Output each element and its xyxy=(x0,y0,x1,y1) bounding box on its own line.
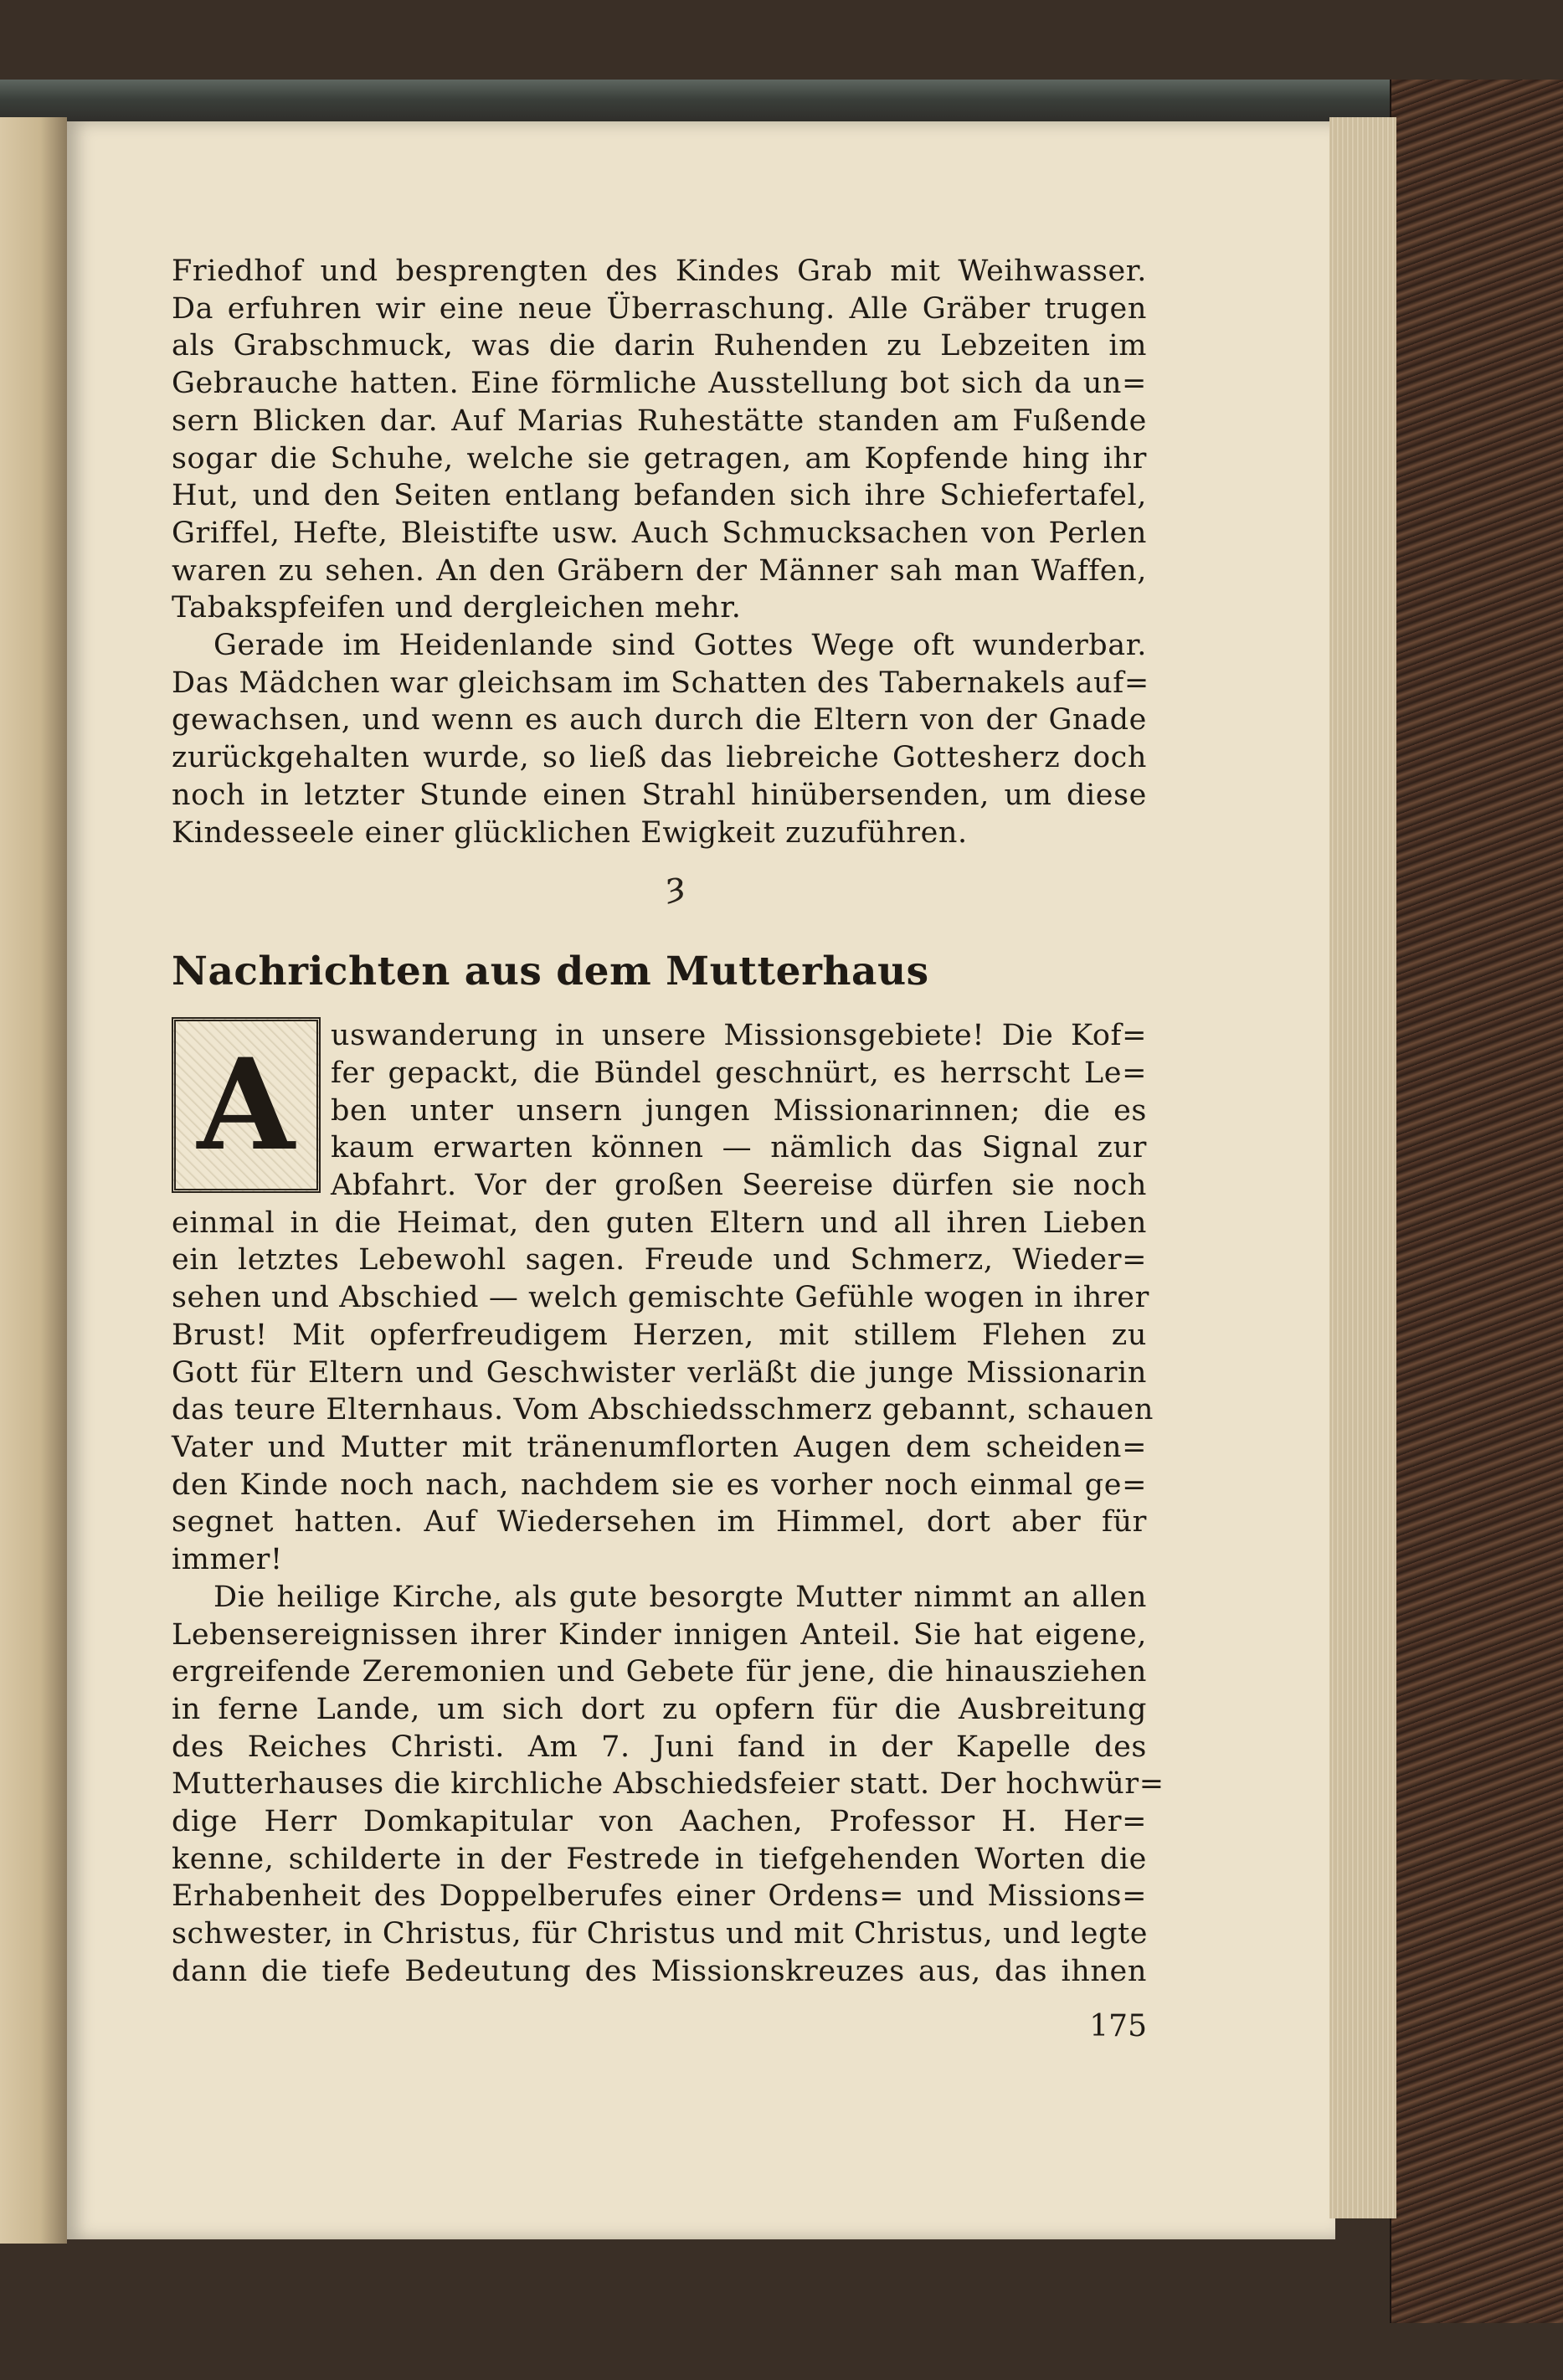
text-line: den Kinde noch nach, nachdem sie es vorher noch einmal ge= xyxy=(172,1468,1147,1502)
text-line: zurückgehalten wurde, so ließ das liebreiche Gottesherz doch xyxy=(172,741,1147,775)
page-edges xyxy=(1329,117,1396,2218)
text-line: waren zu sehen. An den Gräbern der Männer sah man Waffen, xyxy=(172,553,1147,588)
text-line: sehen und Abschied — welch gemischte Gefühle wogen in ihrer xyxy=(172,1281,1149,1315)
page-number: 175 xyxy=(1089,2009,1147,2043)
text-line: Gott für Eltern und Geschwister verläßt die junge Missionarin xyxy=(172,1355,1147,1390)
text-line: sern Blicken dar. Auf Marias Ruhestätte standen am Fußende xyxy=(172,404,1147,438)
drop-cap-initial xyxy=(172,1017,321,1193)
paragraph-2 xyxy=(172,627,1147,851)
text-line: Mutterhauses die kirchliche Abschiedsfeier statt. Der hochwür= xyxy=(172,1767,1165,1802)
text-line: Hut, und den Seiten entlang befanden sich ihre Schiefertafel, xyxy=(172,479,1147,513)
text-line: ben unter unsern jungen Missionarinnen; die es xyxy=(331,1093,1147,1128)
text-line: Da erfuhren wir eine neue Überraschung. Alle Gräber trugen xyxy=(172,291,1147,326)
text-line: Abfahrt. Vor der großen Seereise dürfen sie noch xyxy=(331,1169,1147,1203)
text-line: Tabakspfeifen und dergleichen mehr. xyxy=(172,591,742,625)
text-line: Brust! Mit opferfreudigem Herzen, mit stillem Flehen zu xyxy=(172,1318,1147,1352)
paragraph-1 xyxy=(172,253,1147,627)
previous-page-edge xyxy=(0,117,67,2244)
text-line: Das Mädchen war gleichsam im Schatten des Tabernakels auf= xyxy=(172,666,1149,700)
paragraph-3 xyxy=(172,1017,1154,1579)
text-line: Friedhof und besprengten des Kindes Grab mit Weihwasser. xyxy=(172,254,1147,288)
text-line: Gerade im Heidenlande sind Gottes Wege oft wunderbar. xyxy=(213,629,1147,663)
text-line: fer gepackt, die Bündel geschnürt, es herrscht Le= xyxy=(331,1056,1147,1090)
text-line: noch in letzter Stunde einen Strahl hinübersenden, um diese xyxy=(172,778,1147,812)
text-line: schwester, in Christus, für Christus und mit Christus, und legte xyxy=(172,1917,1149,1951)
text-line: segnet hatten. Auf Wiedersehen im Himmel, dort aber für xyxy=(172,1505,1147,1540)
book-cover-edge xyxy=(1390,80,1563,2323)
text-line: Griffel, Hefte, Bleistifte usw. Auch Schmucksachen von Perlen xyxy=(172,516,1147,550)
paragraph-4 xyxy=(172,1579,1165,1991)
text-line: Kindesseele einer glücklichen Ewigkeit zuzuführen. xyxy=(172,815,968,850)
text-line: Die heilige Kirche, als gute besorgte Mutter nimmt an allen xyxy=(213,1580,1147,1614)
text-line: Gebrauche hatten. Eine förmliche Ausstellung bot sich da un= xyxy=(172,367,1147,401)
text-line: einmal in die Heimat, den guten Eltern und all ihren Lieben xyxy=(172,1205,1147,1240)
text-line: sogar die Schuhe, welche sie getragen, am Kopfende hing ihr xyxy=(172,441,1147,475)
text-line: in ferne Lande, um sich dort zu opfern für die Ausbreitung xyxy=(172,1692,1147,1726)
text-line: als Grabschmuck, was die darin Ruhenden zu Lebzeiten im xyxy=(172,329,1147,363)
drop-cap-letter: A xyxy=(197,1031,296,1180)
text-line: dann die tiefe Bedeutung des Missionskreuzes aus, das ihnen xyxy=(172,1954,1147,1988)
text-line: ein letztes Lebewohl sagen. Freude und Schmerz, Wieder= xyxy=(172,1243,1147,1277)
text-line: gewachsen, und wenn es auch durch die Eltern von der Gnade xyxy=(172,703,1147,738)
text-line: kenne, schilderte in der Festrede in tiefgehenden Worten die xyxy=(172,1842,1147,1876)
text-line: uswanderung in unsere Missionsgebiete! Die Kof= xyxy=(331,1019,1147,1053)
text-line: Erhabenheit des Doppelberufes einer Ordens= und Missions= xyxy=(172,1879,1147,1914)
section-ornament: ȝ xyxy=(666,864,686,906)
text-line: Vater und Mutter mit tränenumflorten Augen dem scheiden= xyxy=(172,1430,1147,1464)
section-heading: Nachrichten aus dem Mutterhaus xyxy=(172,948,929,995)
text-line: dige Herr Domkapitular von Aachen, Professor H. Her= xyxy=(172,1805,1147,1839)
text-line: ergreifende Zeremonien und Gebete für jene, die hinausziehen xyxy=(172,1655,1147,1689)
text-line: Lebensereignissen ihrer Kinder innigen Anteil. Sie hat eigene, xyxy=(172,1617,1147,1652)
text-line: immer! xyxy=(172,1543,283,1577)
text-line: das teure Elternhaus. Vom Abschiedsschmerz gebannt, schauen xyxy=(172,1393,1154,1427)
text-line: kaum erwarten können — nämlich das Signal zur xyxy=(331,1131,1147,1165)
text-line: des Reiches Christi. Am 7. Juni fand in der Kapelle des xyxy=(172,1730,1147,1764)
page-text xyxy=(172,253,1165,1991)
